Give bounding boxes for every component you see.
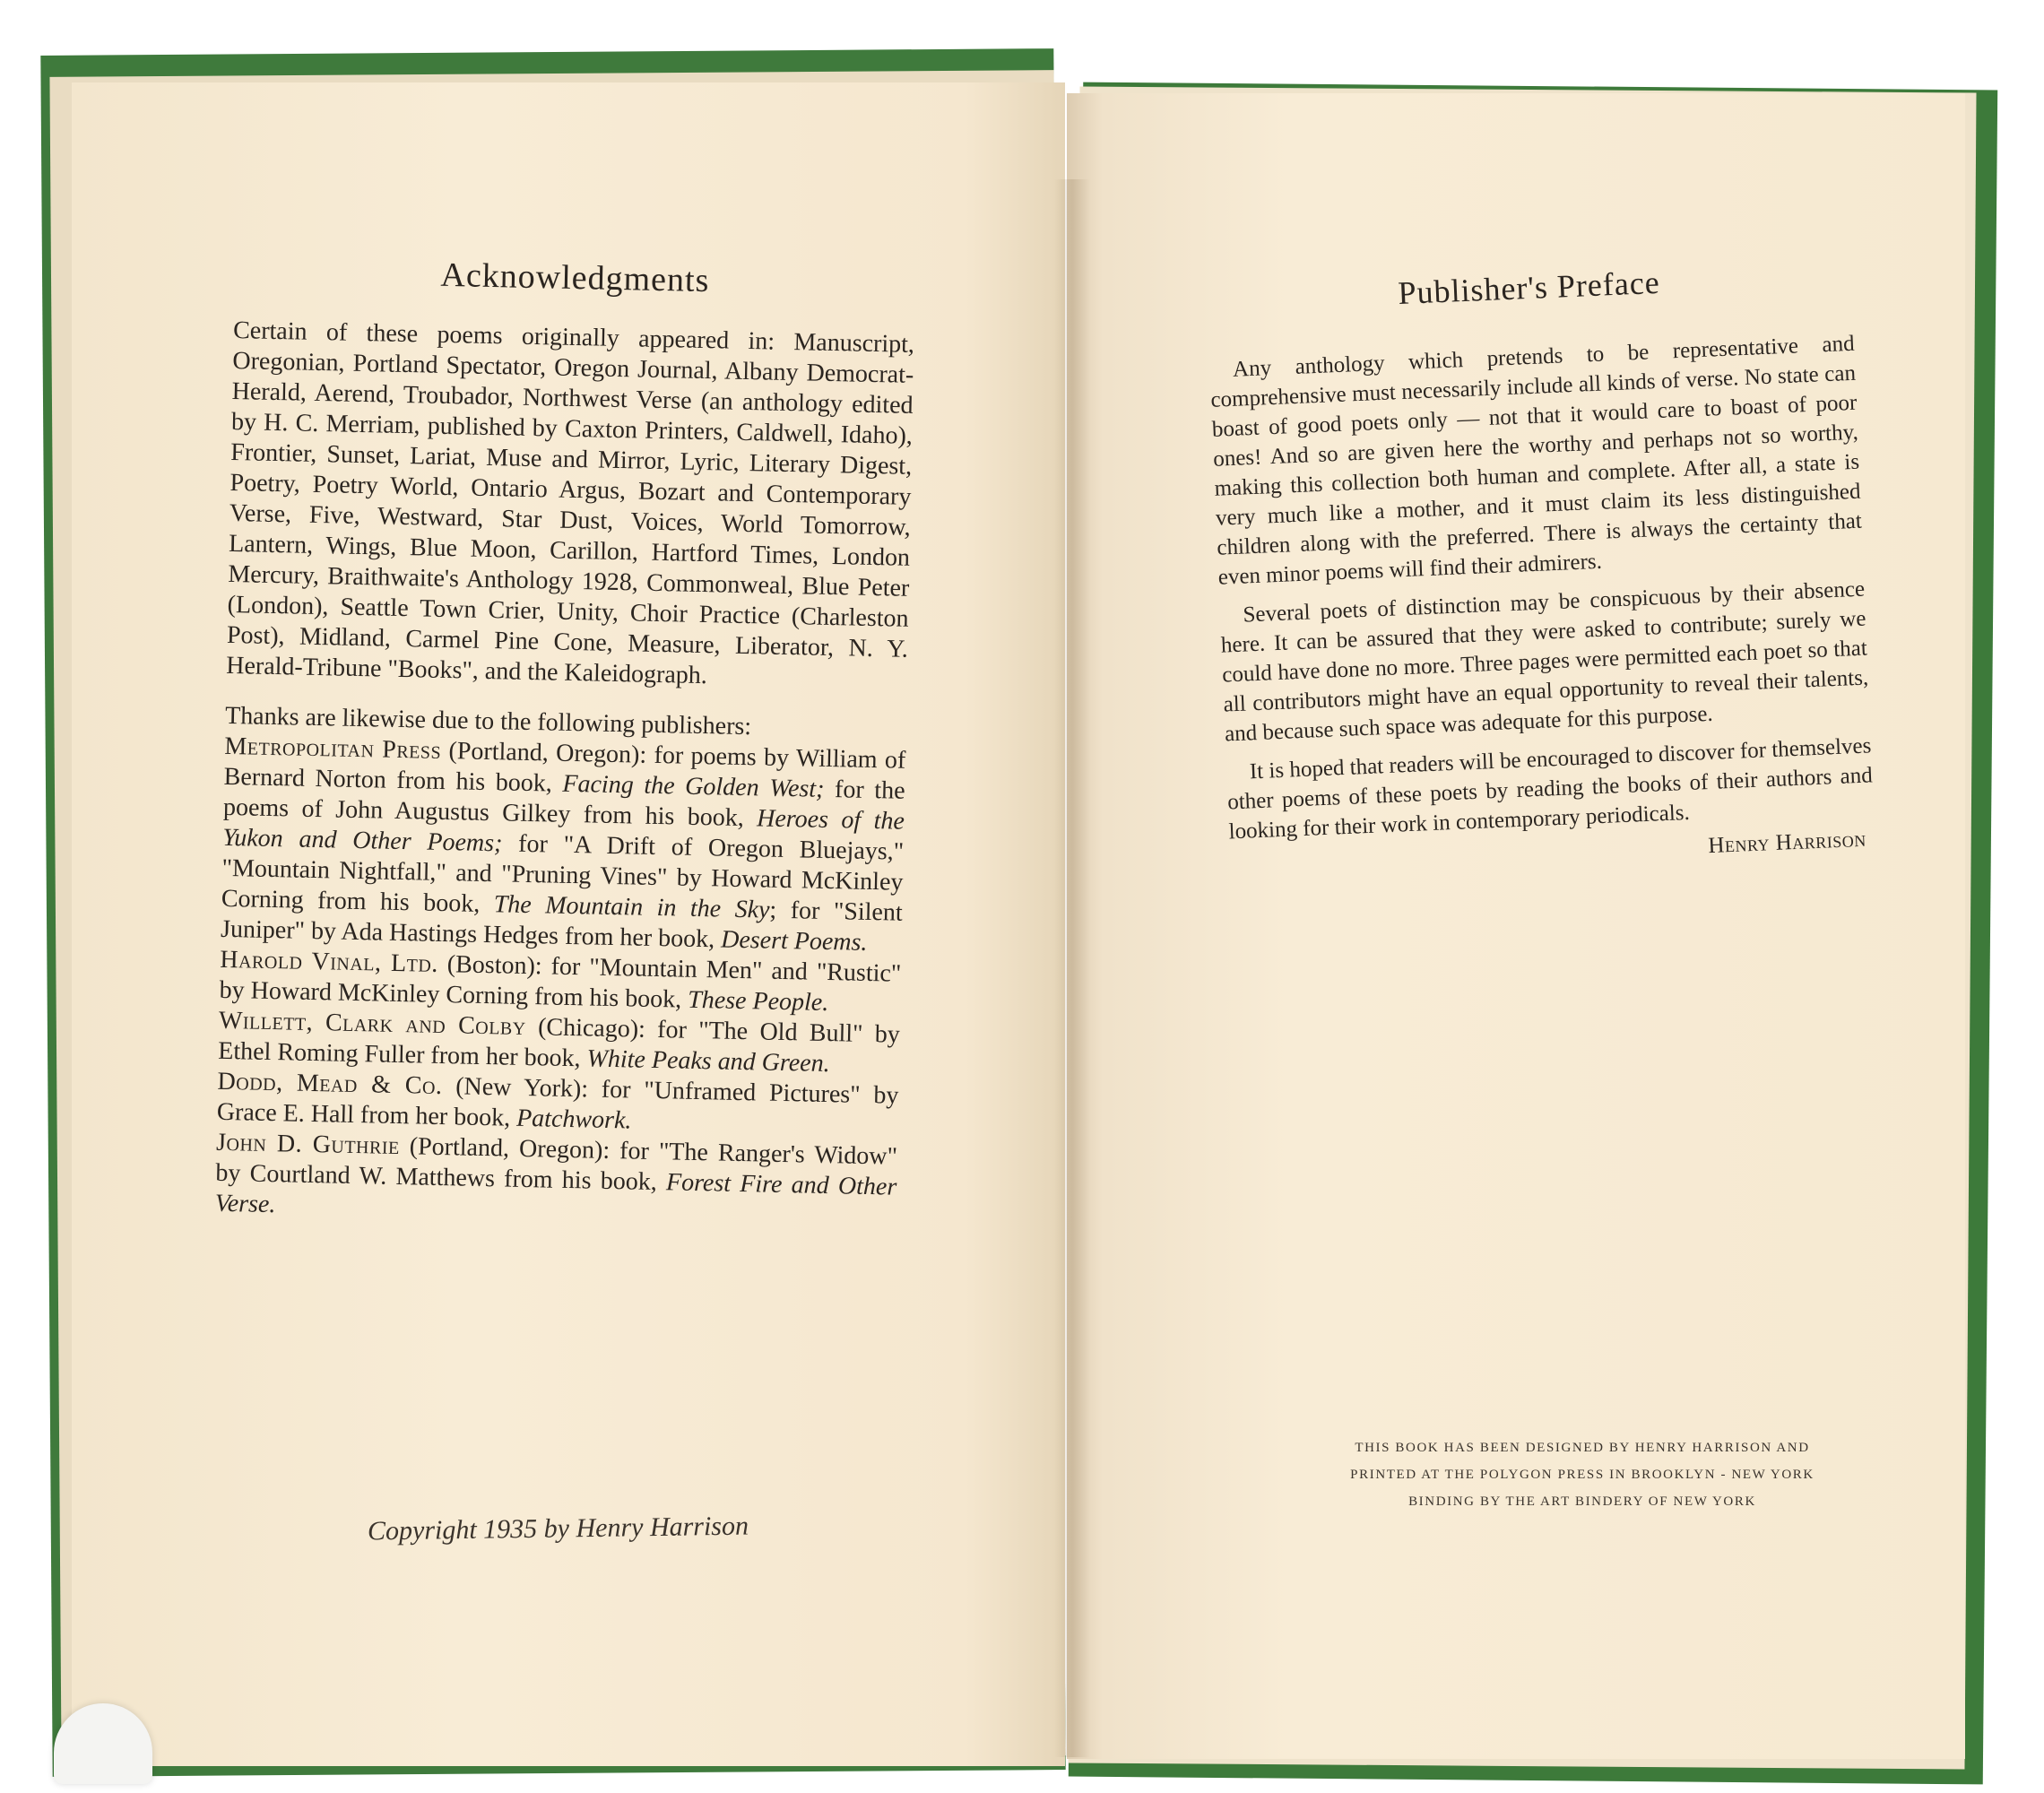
book-title: Facing the Golden West;	[562, 769, 825, 803]
publisher-entry-vinal: Harold Vinal, Ltd. (Boston): for "Mountain Men" and "Rustic" by Howard McKinley Corning from his book, These People.	[219, 945, 902, 1018]
preface-paragraph-3: It is hoped that readers will be encouraged to discover for themselves other poems of these poets by reading the books of their authors and looking for their work in contemporary periodicals.	[1226, 733, 1874, 845]
book-title: Heroes of the Yukon and Other Poems;	[221, 804, 905, 858]
acknowledgments-paragraph: Certain of these poems originally appeared in: Manuscript, Oregonian, Portland Spectator, Oregon Journal, Albany Democrat-Herald, Aerend, Troubador, Northwest Verse (an anthology edited by H. C. Merriam, published by Caxton Printers, Caldwell, Idaho), Frontier, Sunset, Lariat, Muse and Mirror, Lyric, Literary Digest, Poetry, Poetry World, Ontario Argus, Bozart and Contemporary Verse, Five, Westward, Star Dust, Voices, World Tomorrow, Lantern, Wings, Blue Moon, Carillon, Hartford Times, London Mercury, Braithwaite's Anthology 1928, Commonweal, Blue Peter (London), Seattle Town Crier, Unity, Choir Practice (Charleston Post), Midland, Carmel Pine Cone, Measure, Liberator, N. Y. Herald-Tribune "Books", and the Kaleidograph.	[225, 316, 915, 690]
colophon-line: THIS BOOK HAS BEEN DESIGNED BY HENRY HARRISON AND	[1355, 1441, 1810, 1455]
book-gutter	[1054, 179, 1090, 1757]
book-title: Patchwork.	[515, 1104, 632, 1135]
book-title: These People.	[687, 985, 829, 1018]
preface-paragraph-1: Any anthology which pretends to be representative and comprehensive must necessarily include all kinds of verse. No state can boast of good poets only — not that it would care to boast of poor ones! And so are given here the worthy and perhaps not so worthy, making this collection both human and complete. After all, a state is very much like a mother, and it must claim its less distinguished children along with the preferred. There is always the certainty that even minor poems will find their admirers.	[1209, 331, 1863, 590]
colophon-line: PRINTED AT THE POLYGON PRESS IN BROOKLYN - NEW YORK	[1350, 1468, 1814, 1482]
colophon-line: BINDING BY THE ART BINDERY OF NEW YORK	[1408, 1494, 1756, 1509]
publisher-name: Dodd, Mead & Co.	[217, 1067, 443, 1101]
publisher-name: Harold Vinal, Ltd.	[220, 945, 439, 978]
publisher-name: Willett, Clark and Colby	[218, 1006, 527, 1041]
book-title: The Mountain in the Sky	[493, 890, 770, 924]
preface-section	[1206, 256, 1875, 879]
colophon	[1295, 1434, 1869, 1515]
acknowledgments-title: Acknowledgments	[440, 256, 710, 300]
publisher-entry-metropolitan: Metropolitan Press (Portland, Oregon): for poems by William of Bernard Norton from his book, Facing the Golden West; for the poems of John Augustus Gilkey from his book, Heroes of the Yukon and Other Poems; for "A Drift of Oregon Bluejays," "Mountain Nightfall," and "Pruning Vines" by Howard McKinley Corning from his book, The Mountain in the Sky; for "Silent Juniper" by Ada Hastings Hedges from her book, Desert Poems.	[220, 732, 906, 957]
publisher-entry-willett: Willett, Clark and Colby (Chicago): for "The Old Bull" by Ethel Roming Fuller from her book, White Peaks and Green.	[217, 1006, 901, 1078]
preface-title: Publisher's Preface	[1397, 264, 1661, 312]
book-title: Forest Fire and Other Verse.	[214, 1168, 897, 1219]
book-title: White Peaks and Green.	[586, 1044, 830, 1078]
acknowledgments-section	[214, 251, 915, 1234]
publisher-entry-dodd: Dodd, Mead & Co. (New York): for "Unframed Pictures" by Grace E. Hall from her book, Patchwork.	[216, 1067, 899, 1135]
preface-signature: Henry Harrison	[1707, 827, 1867, 859]
publishers-intro: Thanks are likewise due to the following publishers:	[224, 701, 752, 741]
copyright-line: Copyright 1935 by Henry Harrison	[367, 1511, 749, 1546]
publisher-entry-guthrie: John D. Guthrie (Portland, Oregon): for "The Ranger's Widow" by Courtland W. Matthews from his book, Forest Fire and Other Verse.	[214, 1128, 898, 1219]
publisher-name: John D. Guthrie	[215, 1128, 401, 1161]
book-title: Desert Poems.	[720, 925, 868, 957]
preface-paragraph-2: Several poets of distinction may be conspicuous by their absence here. It can be assured that they were asked to contribute; surely we could have done no more. Three pages were permitted each poet so that all contributors might have an equal opportunity to reveal their talents, and because such space was adequate for this purpose.	[1220, 576, 1869, 747]
publisher-name: Metropolitan Press	[224, 732, 442, 765]
